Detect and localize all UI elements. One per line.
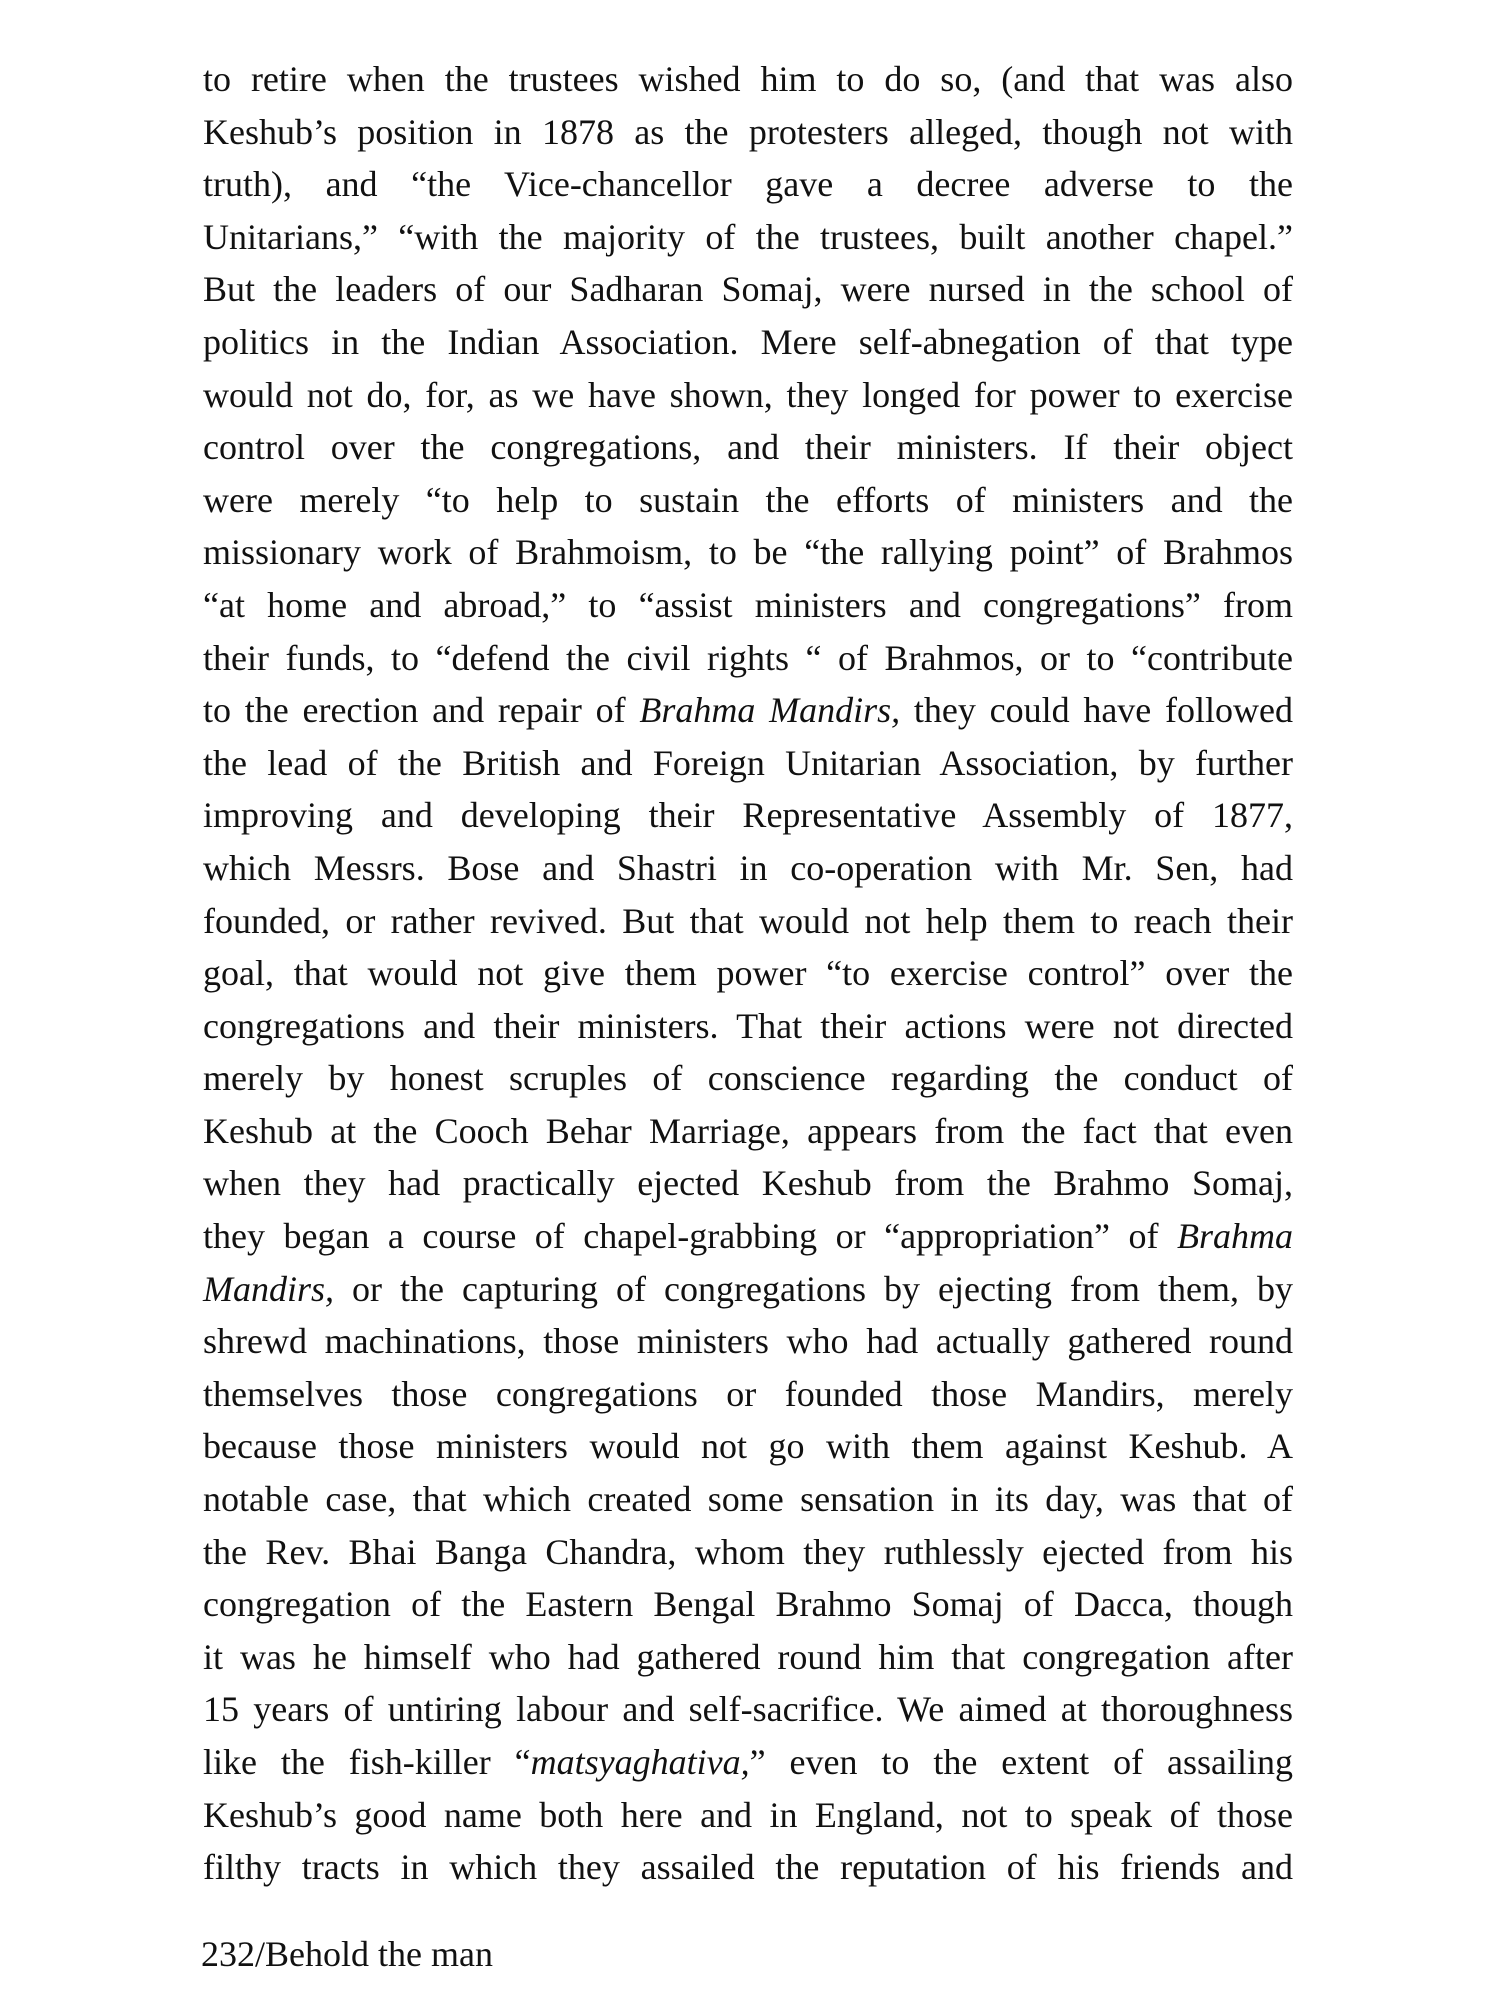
italic-term: Brahma Mandirs,: [639, 690, 901, 731]
text-line: [203, 684, 1293, 737]
text-line: missionary work of Brahmoism, to be “the rallying point” of Brahmos: [203, 532, 1293, 573]
italic-term: Mandirs,: [203, 1268, 335, 1309]
text-line: [203, 1736, 1293, 1789]
text-line: founded, or rather revived. But that would not help them to reach their: [203, 900, 1293, 941]
text-line: Unitarians,” “with the majority of the trustees, built another chapel.”: [203, 216, 1293, 257]
text-segment: like the fish-killer “: [203, 1742, 531, 1782]
text-line: the lead of the British and Foreign Unitarian Association, by further: [203, 742, 1293, 783]
text-line: would not do, for, as we have shown, they longed for power to exercise: [203, 374, 1293, 415]
text-line: control over the congregations, and their ministers. If their object: [203, 427, 1293, 468]
text-line: themselves those congregations or founded those Mandirs, merely: [203, 1373, 1293, 1414]
text-line: Keshub’s good name both here and in England, not to speak of those: [203, 1794, 1293, 1835]
text-line: congregation of the Eastern Bengal Brahmo Somaj of Dacca, though: [203, 1584, 1293, 1625]
italic-term: matsyaghativa,: [530, 1742, 750, 1782]
text-line: their funds, to “defend the civil rights “ of Brahmos, or to “contribute: [203, 637, 1293, 678]
text-line: [203, 1210, 1293, 1263]
page-footer-folio: 232/Behold the man: [201, 1934, 493, 1974]
text-line: were merely “to help to sustain the efforts of ministers and the: [203, 479, 1293, 520]
text-line: But the leaders of our Sadharan Somaj, were nursed in the school of: [203, 269, 1293, 310]
text-line: to retire when the trustees wished him to do so, (and that was also: [203, 59, 1293, 99]
italic-term: Brahma: [1177, 1216, 1293, 1257]
text-segment: they could have followed: [900, 690, 1294, 731]
text-line: truth), and “the Vice-chancellor gave a decree adverse to the: [203, 164, 1293, 205]
text-line: Keshub’s position in 1878 as the protesters alleged, though not with: [203, 111, 1293, 152]
text-line: filthy tracts in which they assailed the reputation of his friends and: [203, 1847, 1293, 1888]
text-segment: ” even to the extent of assailing: [749, 1742, 1293, 1782]
text-line: the Rev. Bhai Banga Chandra, whom they ruthlessly ejected from his: [203, 1531, 1293, 1572]
text-line: notable case, that which created some sensation in its day, was that of: [203, 1479, 1293, 1520]
text-line: politics in the Indian Association. Mere self-abnegation of that type: [203, 321, 1293, 362]
text-line: [203, 1263, 1293, 1316]
text-line: shrewd machinations, those ministers who had actually gathered round: [203, 1321, 1293, 1362]
text-line: Keshub at the Cooch Behar Marriage, appears from the fact that even: [203, 1110, 1293, 1151]
text-line: goal, that would not give them power “to exercise control” over the: [203, 953, 1293, 994]
text-line: it was he himself who had gathered round him that congregation after: [203, 1636, 1293, 1677]
text-line: which Messrs. Bose and Shastri in co-operation with Mr. Sen, had: [203, 847, 1293, 888]
body-text: [203, 53, 1293, 1894]
text-line: improving and developing their Representative Assembly of 1877,: [203, 795, 1293, 836]
text-line: because those ministers would not go with them against Keshub. A: [203, 1426, 1293, 1467]
text-line: congregations and their ministers. That their actions were not directed: [203, 1005, 1293, 1046]
text-segment: they began a course of chapel-grabbing or “appropriation” of: [203, 1216, 1177, 1257]
text-line: “at home and abroad,” to “assist ministers and congregations” from: [203, 584, 1293, 625]
text-segment: to the erection and repair of: [203, 690, 640, 731]
text-line: when they had practically ejected Keshub from the Brahmo Somaj,: [203, 1163, 1293, 1204]
text-line: merely by honest scruples of conscience regarding the conduct of: [203, 1058, 1293, 1099]
text-segment: or the capturing of congregations by ejecting from them, by: [334, 1268, 1293, 1309]
text-line: 15 years of untiring labour and self-sacrifice. We aimed at thoroughness: [203, 1689, 1293, 1730]
